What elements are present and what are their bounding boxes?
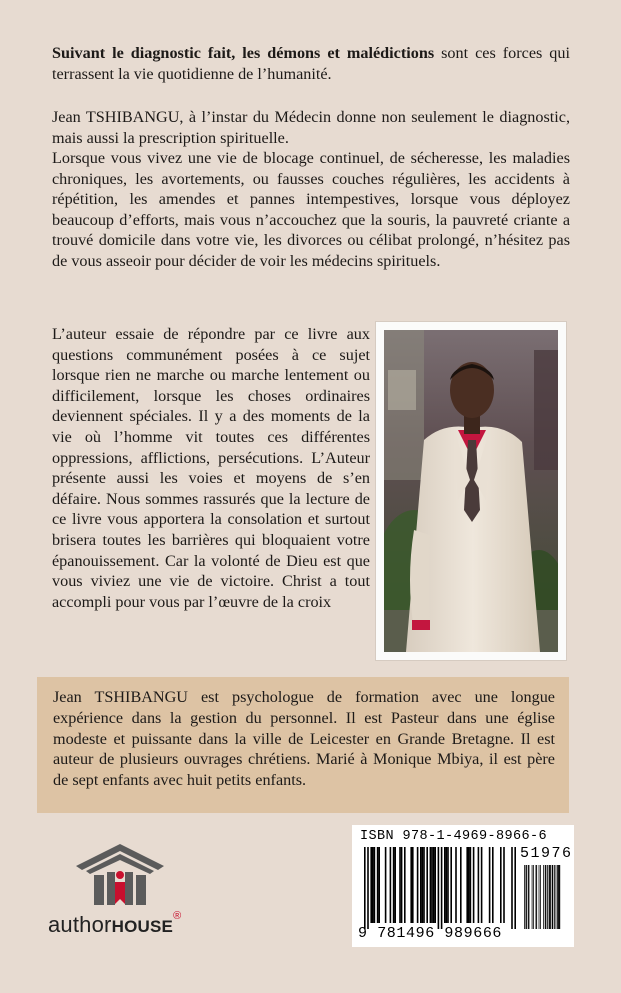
addon-bar [549,865,550,929]
addon-bar [556,865,557,929]
barcode-bar [390,847,392,923]
barcode-bar [470,847,472,923]
barcode-bar [441,847,443,929]
barcode-bar [385,847,387,923]
addon-bar [528,865,529,929]
barcode-bar [431,847,433,923]
addon-bar [554,865,555,929]
barcode-bar [438,847,440,929]
barcode-bar [466,847,468,923]
author-portrait-image [384,330,558,652]
barcode-bar [417,847,419,923]
publisher-name-author: author [48,912,112,937]
addon-bar [540,865,541,929]
registered-mark: ® [173,910,182,922]
addon-bar [552,865,553,929]
addon-bar [526,865,527,929]
barcode-bar [370,847,372,923]
barcode-bar [394,847,396,923]
diagnosis-paragraph: Jean TSHIBANGU, à l’instar du Médecin donne non seulement le diagnostic, mais aussi la prescription spirituelle. Lorsque vous vivez une vie de blocage continuel, de sécheresse, les maladies chroniques, les avortements, ou fausses couches régulières, les accidents à répétition, les amendes et pannes intempestives, lorsque vous déployez beaucoup d’efforts, mais vous n’accouchez que la souris, la pauvreté criante a trouvé domicile dans votre vie, les divorces ou célibat prolongé, n’hésitez pas de vous asseoir pour décider de voir les médecins spirituels. [52,108,570,270]
intro-lead: Suivant le diagnostic fait, les démons et malédictions [52,44,435,62]
intro-paragraph [52,43,570,84]
barcode-bar [460,847,462,923]
addon-bar [546,865,547,929]
barcode-bar [481,847,483,923]
author-bio-box [37,677,569,813]
barcode-bar [367,847,369,929]
addon-bar [529,865,530,929]
addon-bar [532,865,533,929]
addon-bar [533,865,534,929]
barcode-bar [478,847,480,923]
barcode-bar [377,847,379,923]
addon-bar [526,865,527,929]
addon-bar [549,865,550,929]
barcode-bar [455,847,457,923]
intro-rest: sont ces forces qui terrassent la vie quotidienne de l’humanité. [52,44,570,83]
summary-paragraph: L’auteur essaie de répondre par ce livre aux questions communément posées à ce sujet lorsque rien ne marche ou marche lentement ou difficilement, lorsque les choses ordinaires deviennent spéciales. Il y a des moments de la vie où l’homme vit toutes ces différentes oppressions, afflictions, persécutions. L’Auteur présente aussi les voies et moyens de s’en défaire. Nous sommes rassurés que la lecture de ce livre vous apportera la consolation et surtout brisera toutes les barrières qui bloquaient votre épanouissement. Car la volonté de Dieu est que vous viviez une vie de victoire. Christ a tout accompli pour vous par l’œuvre de la croix [52,325,370,611]
price-code: 51976 [520,845,573,862]
addon-bar [536,865,537,929]
addon-bar [536,865,537,929]
barcode-bar [450,847,452,923]
barcode-bar [364,847,366,929]
barcode-bar [447,847,449,923]
barcode-bar [378,847,380,923]
addon-bar [545,865,546,929]
barcode-bar [489,847,491,923]
barcode-bar [511,847,513,929]
ean-digits: 9 781496 989666 [358,925,503,942]
barcode-bar [473,847,475,923]
barcode-bar [423,847,425,923]
barcode-bar [434,847,436,923]
isbn-barcode [352,825,574,947]
barcode-bar [399,847,401,923]
barcode-bar [374,847,376,923]
addon-bar [558,865,559,929]
barcode-bar [420,847,422,923]
publisher-name-house: HOUSE [111,917,174,936]
author-photo [376,322,566,660]
barcode-bar [393,847,395,923]
barcode-bar [404,847,406,923]
barcode-bar [444,847,446,923]
addon-bar [550,865,551,929]
isbn-label: ISBN 978-1-4969-8966-6 [360,829,548,844]
addon-bar [559,865,560,929]
addon-bar [524,865,525,929]
addon-bar [543,865,544,929]
barcode-bar [430,847,432,923]
addon-bar [552,865,553,929]
addon-bar [547,865,548,929]
barcode-bar [514,847,516,929]
addon-bar [557,865,558,929]
publisher-logo [48,842,218,952]
barcode-bar [433,847,435,923]
barcode-bar [446,847,448,923]
publisher-name [48,912,181,938]
barcode-bar [410,847,412,923]
barcode-bar [401,847,403,923]
barcode-bar [372,847,374,923]
barcode-bar [492,847,494,923]
addon-bar [559,865,560,929]
author-bio: Jean TSHIBANGU est psychologue de formation avec une longue expérience dans la gestion du personnel. Il est Pasteur dans une église modeste et puissante dans la ville de Leicester en Grande Bretagne. Il est auteur de plusieurs ouvrages chrétiens. Marié à Monique Mbiya, il est père de sept enfants avec huit petits enfants. [53,688,555,790]
addon-bar [539,865,540,929]
house-icon [74,842,166,908]
barcode-bar [468,847,470,923]
barcode-bar [412,847,414,923]
barcode-bar [422,847,424,923]
barcode-bar [500,847,502,923]
barcode-bar [503,847,505,923]
barcode-bar [426,847,428,923]
